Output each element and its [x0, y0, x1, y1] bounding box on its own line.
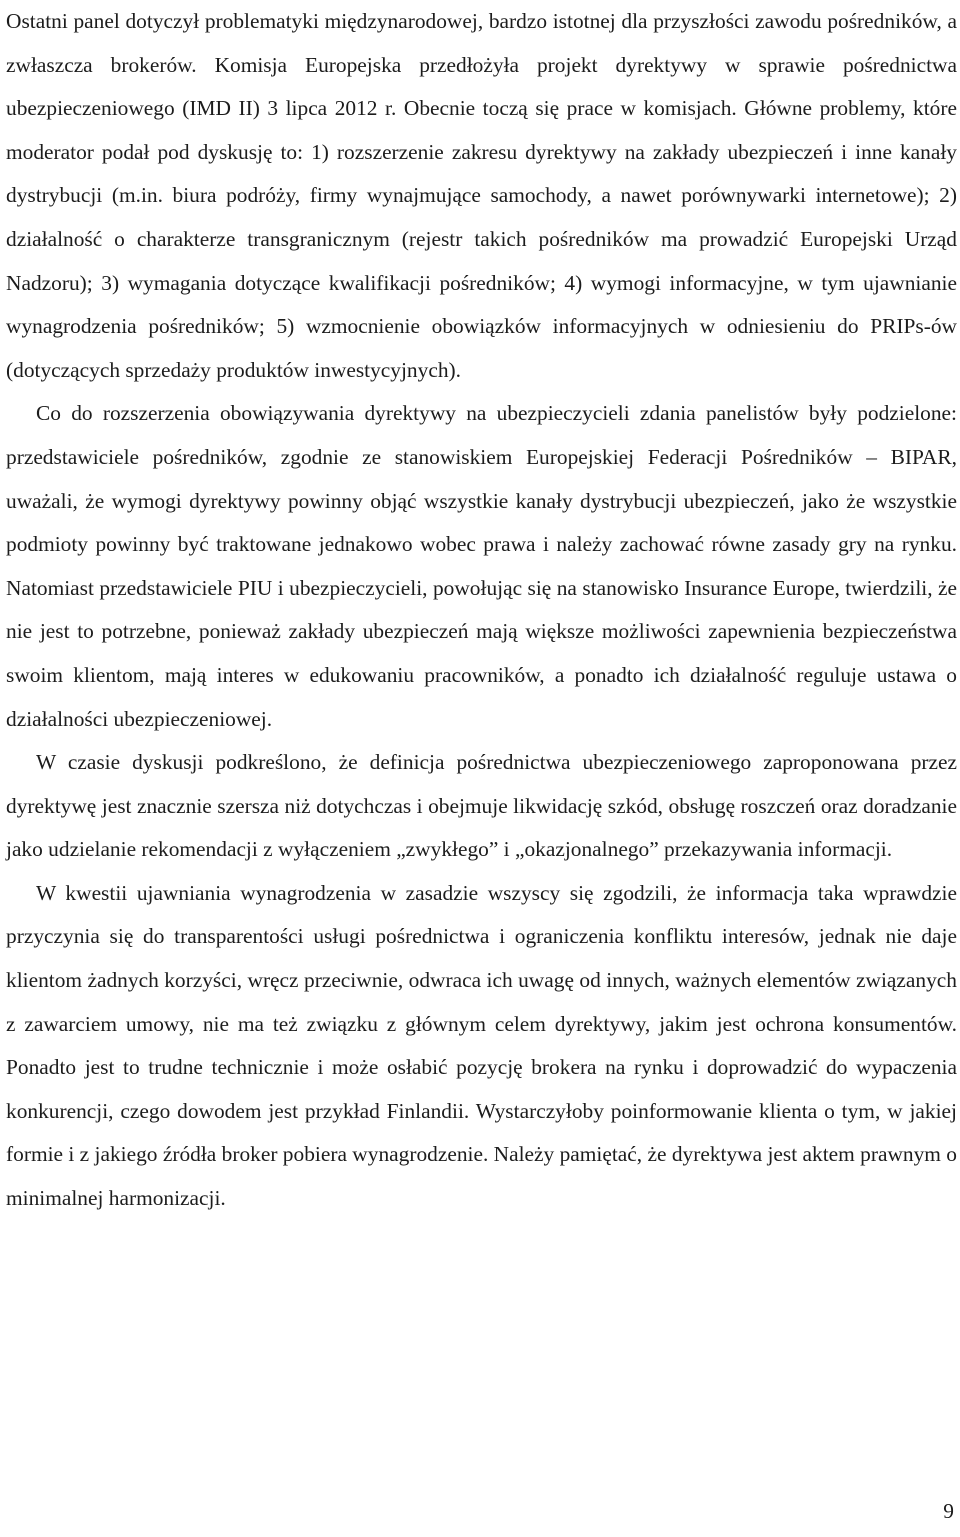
paragraph-1: Ostatni panel dotyczył problematyki międzynarodowej, bardzo istotnej dla przyszłości zawodu pośredników, a zwłaszcza brokerów. Komisja Europejska przedłożyła projekt dyrektywy w sprawie pośrednictwa ubezpieczeniowego (IMD II) 3 lipca 2012 r. Obecnie toczą się prace w komisjach. Główne problemy, które moderator podał pod dyskusję to: 1) rozszerzenie zakresu dyrektywy na zakłady ubezpieczeń i inne kanały dystrybucji (m.in. biura podróży, firmy wynajmujące samochody, a nawet porównywarki internetowe); 2) działalność o charakterze transgranicznym (rejestr takich pośredników ma prowadzić Europejski Urząd Nadzoru); 3) wymagania dotyczące kwalifikacji pośredników; 4) wymogi informacyjne, w tym ujawnianie wynagrodzenia pośredników; 5) wzmocnienie obowiązków informacyjnych w odniesieniu do PRIPs-ów (dotyczących sprzedaży produktów inwestycyjnych). [6, 9, 957, 382]
paragraph-3: W czasie dyskusji podkreślono, że definicja pośrednictwa ubezpieczeniowego zaproponowana przez dyrektywę jest znacznie szersza niż dotychczas i obejmuje likwidację szkód, obsługę roszczeń oraz doradzanie jako udzielanie rekomendacji z wyłączeniem „zwykłego” i „okazjonalnego” przekazywania informacji. [6, 750, 957, 862]
page-number: 9 [943, 1499, 954, 1523]
paragraph-4: W kwestii ujawniania wynagrodzenia w zasadzie wszyscy się zgodzili, że informacja taka wprawdzie przyczynia się do transparentości usługi pośrednictwa i ograniczenia konfliktu interesów, jednak nie daje klientom żadnych korzyści, wręcz przeciwnie, odwraca ich uwagę od innych, ważnych elementów związanych z zawarciem umowy, nie ma też związku z głównym celem dyrektywy, jakim jest ochrona konsumentów. Ponadto jest to trudne technicznie i może osłabić pozycję brokera na rynku i doprowadzić do wypaczenia konkurencji, czego dowodem jest przykład Finlandii. Wystarczyłoby poinformowanie klienta o tym, w jakiej formie i z jakiego źródła broker pobiera wynagrodzenie. Należy pamiętać, że dyrektywa jest aktem prawnym o minimalnej harmonizacji. [6, 880, 957, 1211]
paragraph-2: Co do rozszerzenia obowiązywania dyrektywy na ubezpieczycieli zdania panelistów były podzielone: przedstawiciele pośredników, zgodnie ze stanowiskiem Europejskiej Federacji Pośredników – BIPAR, uważali, że wymogi dyrektywy powinny objąć wszystkie kanały dystrybucji ubezpieczeń, jako że wszystkie podmioty powinny być traktowane jednakowo wobec prawa i należy zachować równe zasady gry na rynku. Natomiast przedstawiciele PIU i ubezpieczycieli, powołując się na stanowisko Insurance Europe, twierdzili, że nie jest to potrzebne, ponieważ zakłady ubezpieczeń mają większe możliwości zapewnienia bezpieczeństwa swoim klientom, mają interes w edukowaniu pracowników, a ponadto ich działalność reguluje ustawa o działalności ubezpieczeniowej. [6, 401, 957, 731]
document-page [6, 0, 957, 1221]
